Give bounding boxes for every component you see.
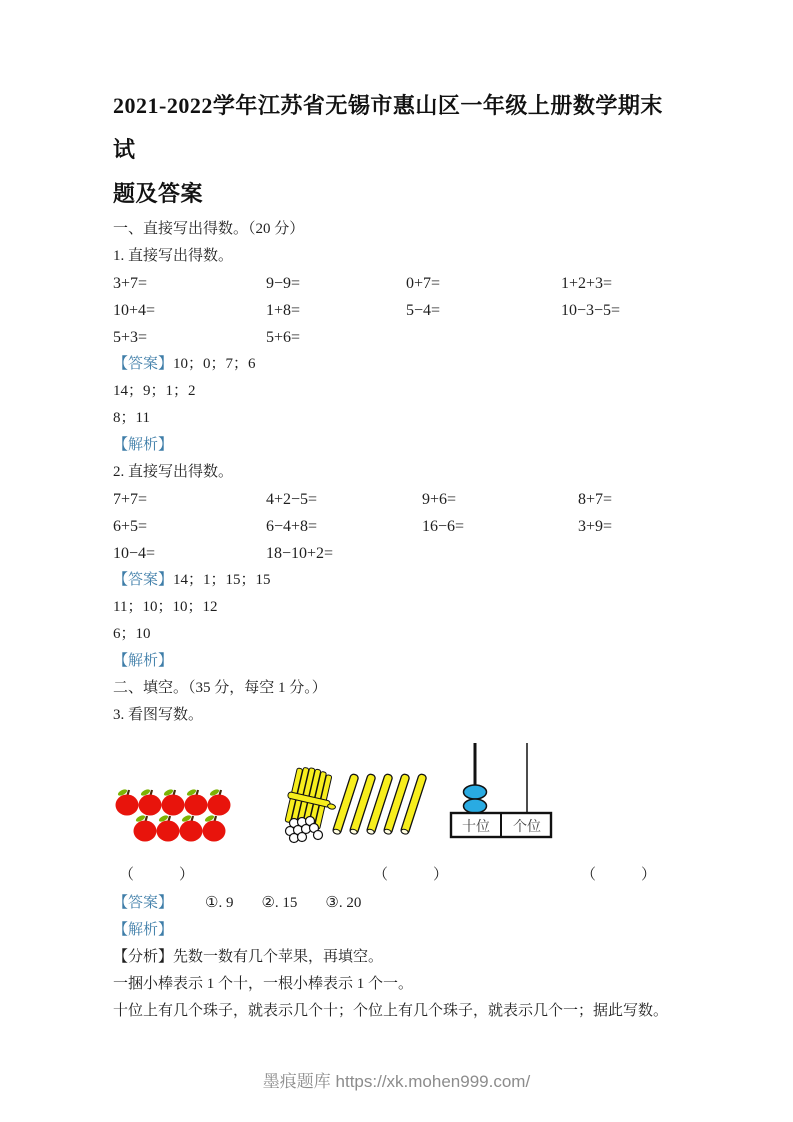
equation-cell (406, 324, 561, 351)
q3-analysis-line3: 十位上有几个珠子，就表示几个十；个位上有几个珠子，就表示几个一；据此写数。 (113, 1003, 669, 1019)
equation-cell: 7+7= (113, 491, 148, 508)
equation-cell: 3+7= (113, 275, 148, 292)
q3-analysis-line1: 【分析】先数一数有几个苹果，再填空。 (113, 949, 384, 965)
q3-answer-blanks (113, 863, 683, 890)
equation-cell: 5+6= (266, 329, 301, 346)
section1-heading: 一、直接写出得数。（20 分） (113, 221, 305, 237)
equation-cell: 9+6= (422, 491, 457, 508)
q2-answer-line3: 6；10 (113, 626, 151, 642)
q1-answer-line3: 8；11 (113, 410, 150, 426)
equation-cell: 3+9= (578, 518, 613, 535)
single-sticks-icons (332, 773, 427, 835)
q2-label: 2. 直接写出得数。 (113, 464, 234, 480)
equation-cell: 5−4= (406, 302, 441, 319)
equation-cell: 6+5= (113, 518, 148, 535)
equation-cell: 10+4= (113, 302, 156, 319)
equation-cell: 18−10+2= (266, 545, 334, 562)
sticks-figure (273, 761, 428, 846)
tens-place-label: 十位 (462, 820, 490, 835)
q1-answer-values: 10；0；7；6 (173, 356, 256, 372)
equation-cell: 8+7= (578, 491, 613, 508)
analysis-label: 【解析】 (113, 653, 174, 669)
q3-answer-line (113, 890, 683, 917)
equation-cell: 6−4+8= (266, 518, 318, 535)
q3-answer-1: ①. 9 (205, 895, 234, 911)
equation-cell (578, 540, 683, 567)
place-value-counter-figure (449, 739, 553, 841)
ones-place-label: 个位 (513, 820, 541, 835)
equation-cell: 10−4= (113, 545, 156, 562)
equation-cell: 4+2−5= (266, 491, 318, 508)
q1-answer-line1 (113, 351, 683, 378)
equation-cell (422, 540, 578, 567)
equation-cell: 16−6= (422, 518, 465, 535)
equation-cell: 1+2+3= (561, 275, 613, 292)
q2-equation-grid (113, 486, 683, 567)
apples-figure (115, 789, 235, 847)
equation-cell: 10−3−5= (561, 302, 621, 319)
q2-answer-values: 14；1；15；15 (173, 572, 271, 588)
answer-blank: （ ） (581, 867, 657, 883)
q3-figures (113, 737, 683, 859)
page-title-line2: 题及答案 (113, 181, 204, 206)
q3-answer-3: ③. 20 (325, 895, 362, 911)
equation-cell: 9−9= (266, 275, 301, 292)
analysis-label: 【解析】 (113, 922, 174, 938)
equation-cell (561, 324, 683, 351)
q1-label: 1. 直接写出得数。 (113, 248, 234, 264)
site-footer: 墨痕题库 https://xk.mohen999.com/ (262, 1072, 531, 1091)
q3-label: 3. 看图写数。 (113, 707, 204, 723)
answer-blank: （ ） (119, 867, 195, 883)
q3-analysis-line2: 一捆小棒表示 1 个十，一根小棒表示 1 个一。 (113, 976, 414, 992)
section2-heading: 二、填空。（35 分，每空 1 分。） (113, 680, 327, 696)
answer-label: 【答案】 (113, 572, 174, 588)
q1-answer-line2: 14；9；1；2 (113, 383, 196, 399)
analysis-label: 【解析】 (113, 437, 174, 453)
q1-equation-grid (113, 270, 683, 351)
q3-answer-2: ②. 15 (261, 895, 298, 911)
equation-cell: 1+8= (266, 302, 301, 319)
equation-cell: 0+7= (406, 275, 441, 292)
q2-answer-line1 (113, 567, 683, 594)
bead-icon (464, 785, 487, 799)
bead-icon (464, 799, 487, 813)
page-title-line1: 2021-2022学年江苏省无锡市惠山区一年级上册数学期末试 (113, 93, 663, 162)
answer-label: 【答案】 (113, 895, 174, 911)
page-title (113, 84, 683, 216)
answer-blank: （ ） (373, 867, 449, 883)
q2-answer-line2: 11；10；10；12 (113, 599, 218, 615)
equation-cell: 5+3= (113, 329, 148, 346)
answer-label: 【答案】 (113, 356, 174, 372)
